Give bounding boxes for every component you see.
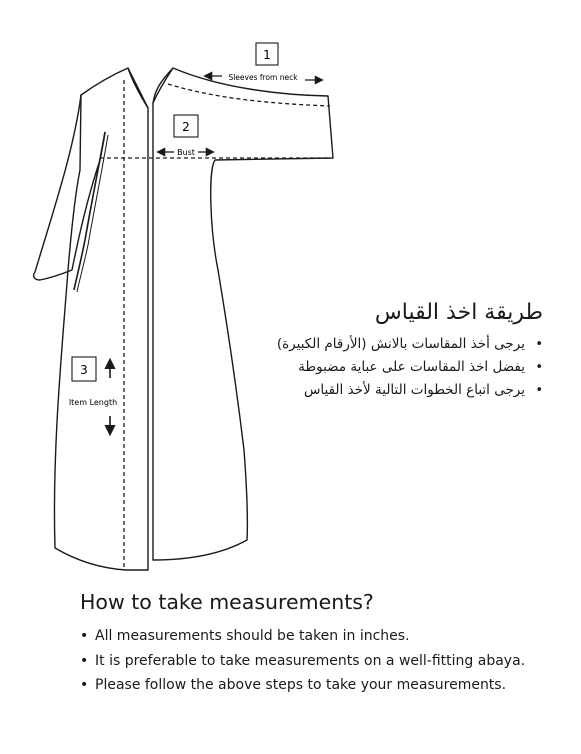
arabic-list-item: • يفضل اخذ المقاسات على عباية مضبوطة xyxy=(243,356,543,379)
english-list-item: • All measurements should be taken in inches. xyxy=(80,624,550,649)
arabic-list xyxy=(243,333,543,402)
english-list-item: • Please follow the above steps to take your measurements. xyxy=(80,673,550,698)
step-3-number: 3 xyxy=(80,363,88,377)
english-list xyxy=(80,624,550,698)
arabic-instructions xyxy=(243,300,543,402)
arabic-list-item: • يرجى اتباع الخطوات التالية لأخذ القياس xyxy=(243,379,543,402)
step-1-label: Sleeves from neck xyxy=(228,73,298,82)
step-2-number: 2 xyxy=(182,120,190,134)
english-title: How to take measurements? xyxy=(80,590,374,614)
step-3-label: Item Length xyxy=(68,398,118,407)
step-2-label: Bust xyxy=(177,148,195,157)
arabic-title: طريقة اخذ القياس xyxy=(374,300,543,325)
arabic-list-item: • يرجى أخذ المقاسات بالانش (الأرقام الكبيرة) xyxy=(243,333,543,356)
step-1-number: 1 xyxy=(263,48,271,62)
english-instructions xyxy=(80,590,550,698)
english-list-item: • It is preferable to take measurements on a well-fitting abaya. xyxy=(80,649,550,674)
